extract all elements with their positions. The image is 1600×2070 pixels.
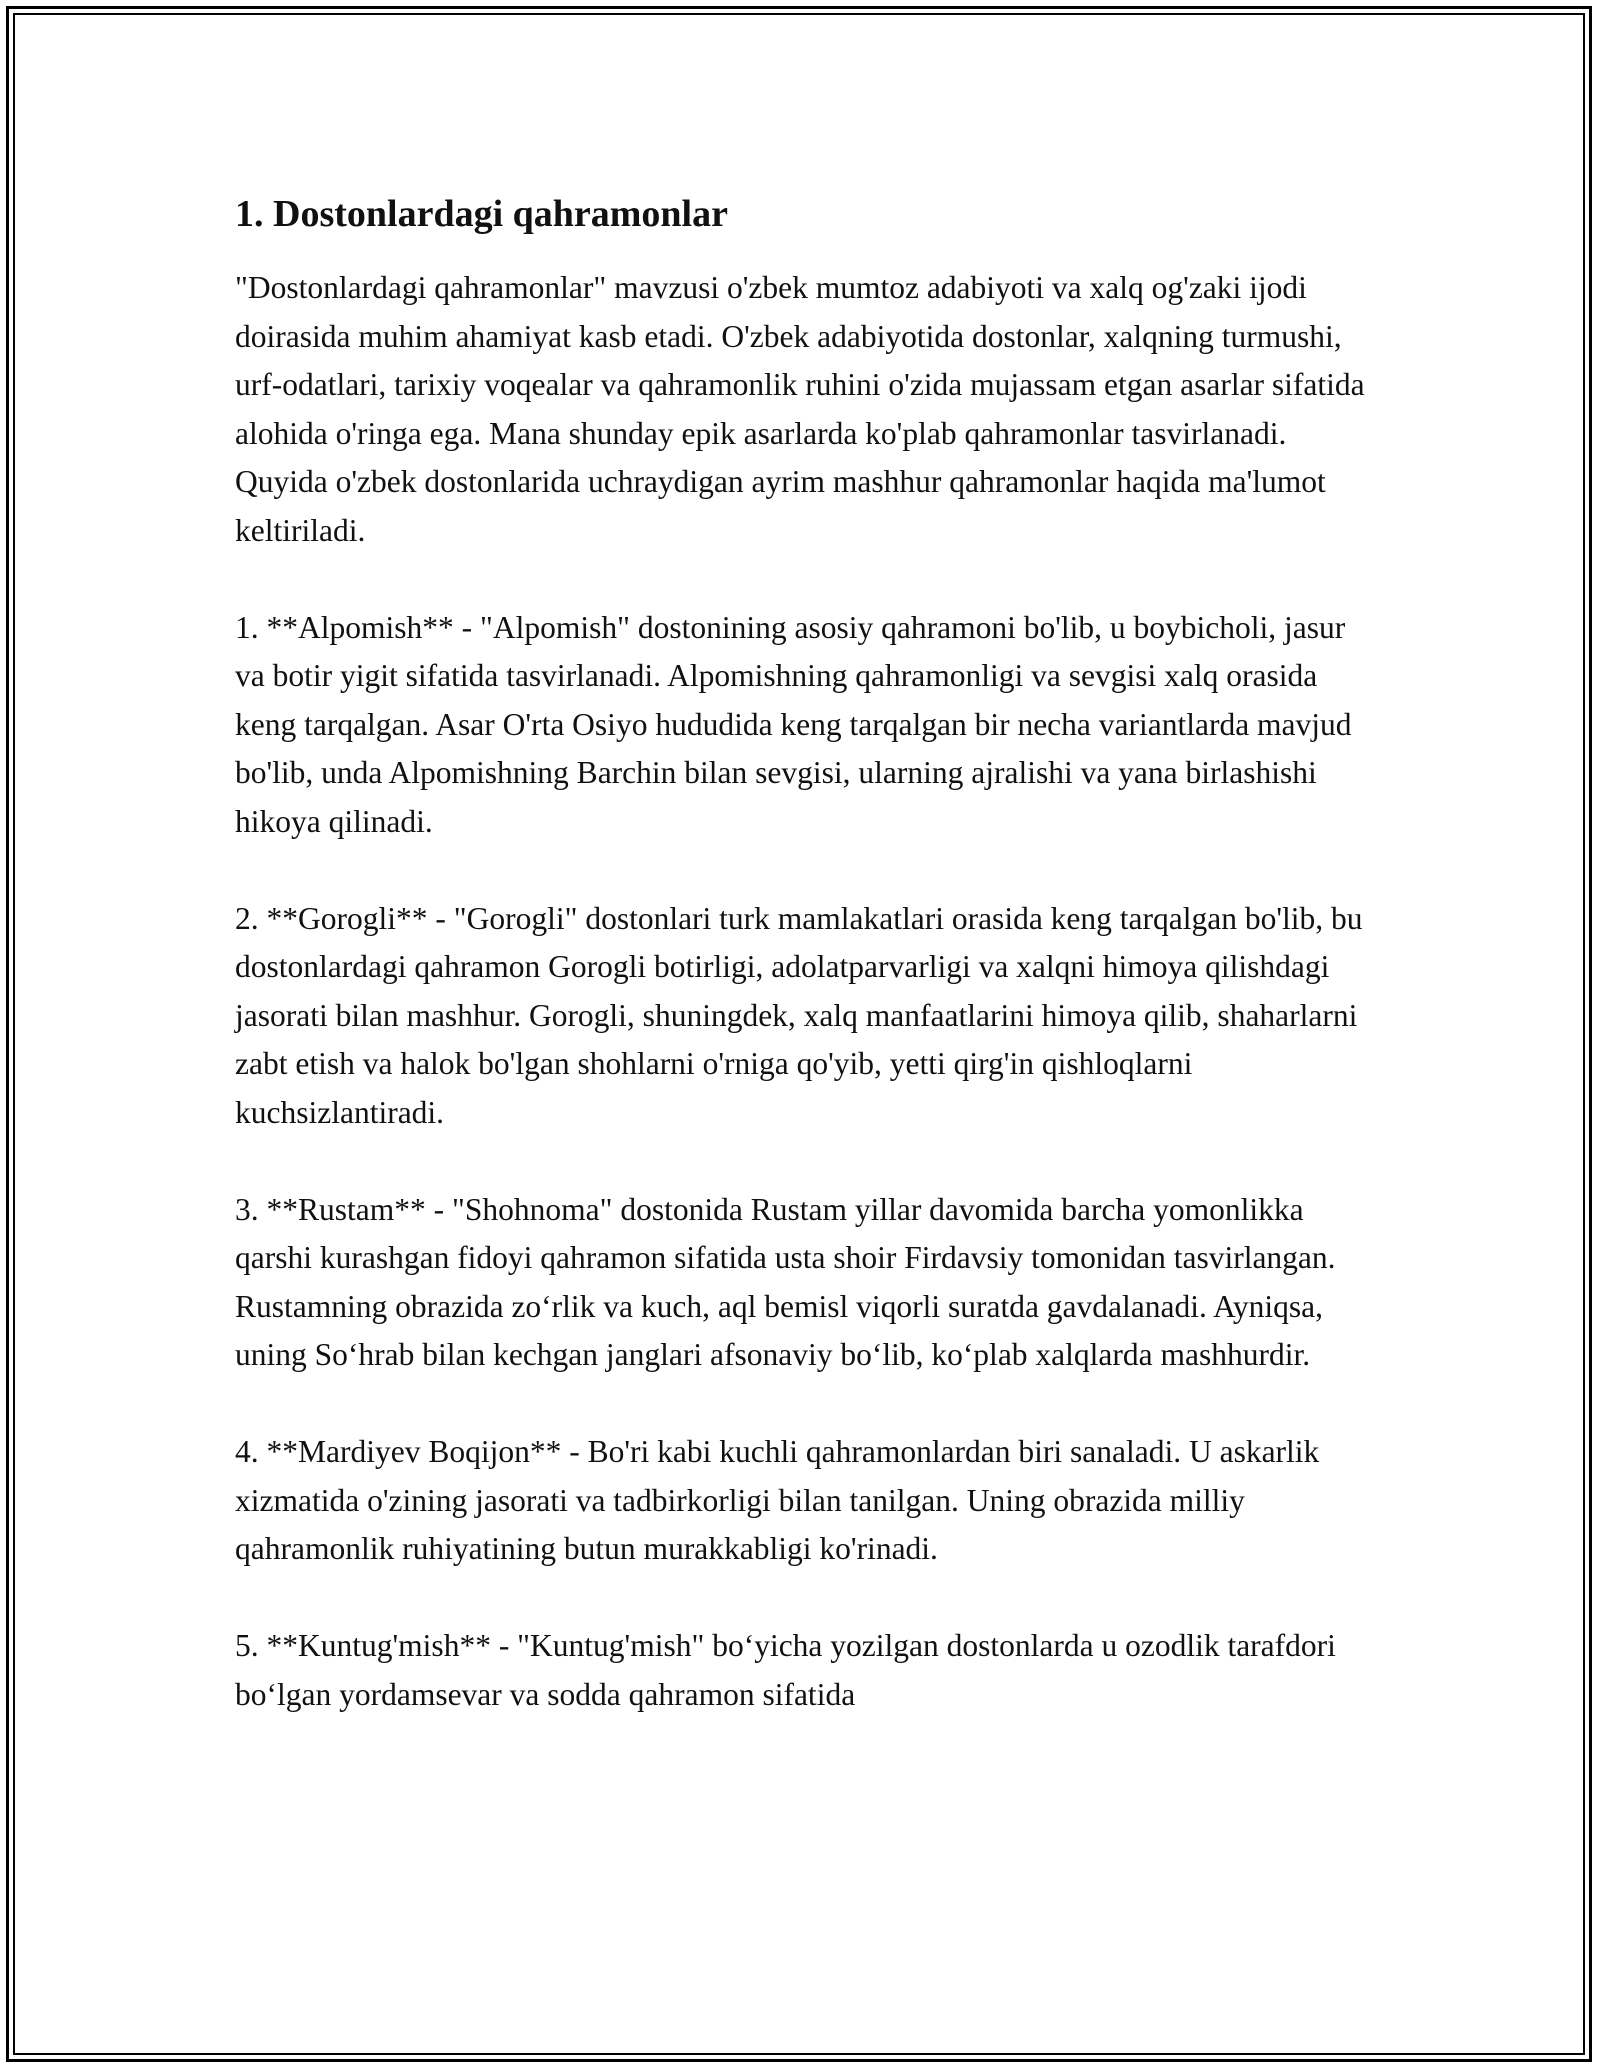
document-body xyxy=(235,188,1375,1768)
paragraph-alpomish: 1. **Alpomish** - "Alpomish" dostonining asosiy qahramoni bo'lib, u boybicholi, jasur va botir yigit sifatida tasvirlanadi. Alpomishning qahramonligi va sevgisi xalq orasida keng tarqalgan. Asar O'rta Osiyo hududida keng tarqalgan bir necha variantlarda mavjud bo'lib, unda Alpomishning Barchin bilan sevgisi, ularning ajralishi va yana birlashishi hikoya qilinadi. xyxy=(235,609,1352,839)
paragraph-mardiyev-boqijon: 4. **Mardiyev Boqijon** - Bo'ri kabi kuchli qahramonlardan biri sanaladi. U askarlik xizmatida o'zining jasorati va tadbirkorligi bilan tanilgan. Uning obrazida milliy qahramonlik ruhiyatining butun murakkabligi ko'rinadi. xyxy=(235,1434,1320,1566)
paragraph-rustam: 3. **Rustam** - "Shohnoma" dostonida Rustam yillar davomida barcha yomonlikka qarshi kurashgan fidoyi qahramon sifatida usta shoir Firdavsiy tomonidan tasvirlangan. Rustamning obrazida zo‘rlik va kuch, aql bemisl viqorli suratda gavdalanadi. Ayniqsa, uning So‘hrab bilan kechgan janglari afsonaviy bo‘lib, ko‘plab xalqlarda mashhurdir. xyxy=(235,1191,1336,1372)
paragraph-kuntugmish: 5. **Kuntug'mish** - "Kuntug'mish" bo‘yicha yozilgan dostonlarda u ozodlik tarafdori bo‘lgan yordamsevar va sodda qahramon sifatida xyxy=(235,1628,1336,1712)
paragraph-intro: "Dostonlardagi qahramonlar" mavzusi o'zbek mumtoz adabiyoti va xalq og'zaki ijodi doirasida muhim ahamiyat kasb etadi. O'zbek adabiyotida dostonlar, xalqning turmushi, urf-odatlari, tarixiy voqealar va qahramonlik ruhini o'zida mujassam etgan asarlar sifatida alohida o'ringa ega. Mana shunday epik asarlarda ko'plab qahramonlar tasvirlanadi. Quyida o'zbek dostonlarida uchraydigan ayrim mashhur qahramonlar haqida ma'lumot keltiriladi. xyxy=(235,270,1365,548)
paragraph-gorogli: 2. **Gorogli** - "Gorogli" dostonlari turk mamlakatlari orasida keng tarqalgan bo'lib, bu dostonlardagi qahramon Gorogli botirligi, adolatparvarligi va xalqni himoya qilishdagi jasorati bilan mashhur. Gorogli, shuningdek, xalq manfaatlarini himoya qilib, shaharlarni zabt etish va halok bo'lgan shohlarni o'rniga qo'yib, yetti qirg'in qishloqlarni kuchsizlantiradi. xyxy=(235,900,1363,1130)
page-title: 1. Dostonlardagi qahramonlar xyxy=(235,193,728,235)
